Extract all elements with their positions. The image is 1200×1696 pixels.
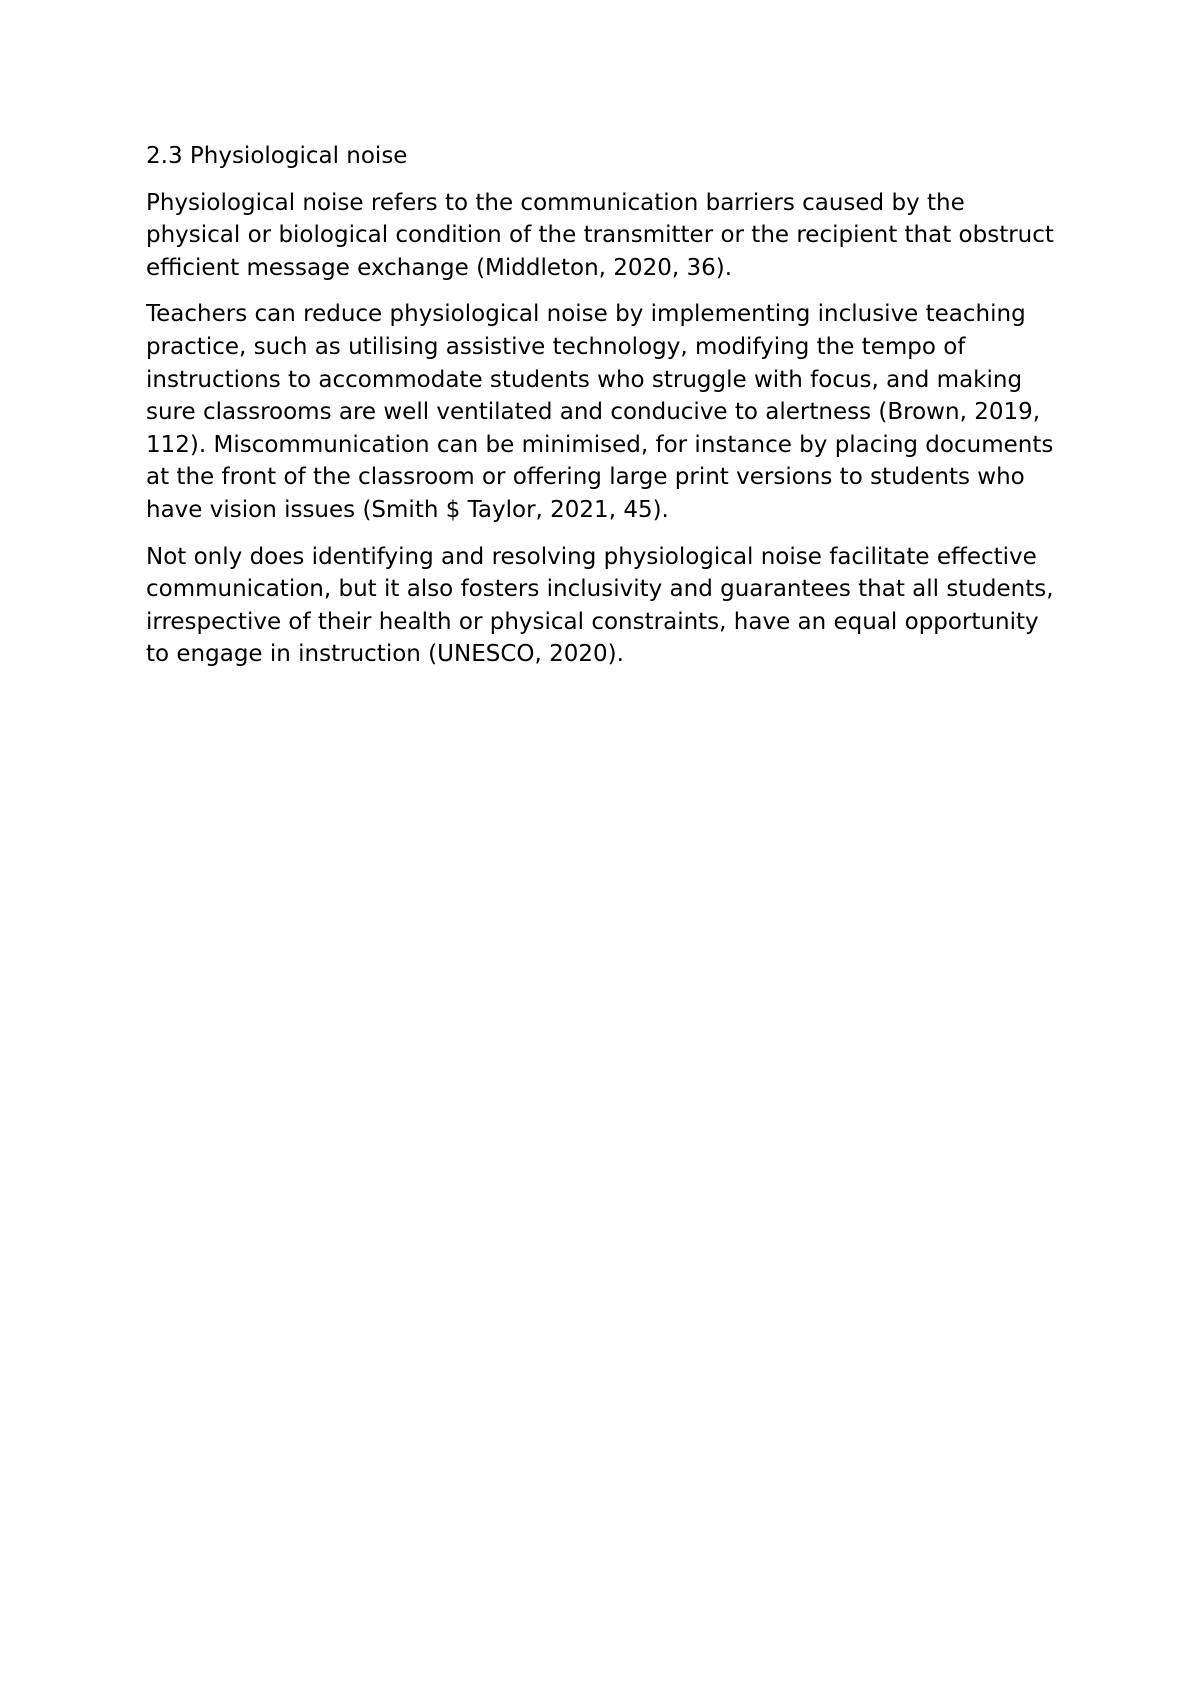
paragraph-inclusivity: Not only does identifying and resolving physiological noise facilitate effective communication, but it also fosters inclusivity and guarantees that all students, irrespective of their health or physical constraints, have an equal opportunity to engage in instruction (UNESCO, 2020). xyxy=(146,543,1054,668)
paragraph-teacher-strategies: Teachers can reduce physiological noise by implementing inclusive teaching practice, such as utilising assistive technology, modifying the tempo of instructions to accommodate students who struggle with focus, and making sure classrooms are well ventilated and conducive to alertness (Brown, 2019, 112). Miscommunication can be minimised, for instance by placing documents at the front of the classroom or offering large print versions to students who have vision issues (Smith $ Taylor, 2021, 45). xyxy=(146,301,1054,523)
paragraph-definition: Physiological noise refers to the communication barriers caused by the physical or biological condition of the transmitter or the recipient that obstruct efficient message exchange (Middleton, 2020, 36). xyxy=(146,189,1054,281)
document-body xyxy=(146,140,1066,685)
section-heading: 2.3 Physiological noise xyxy=(146,143,408,169)
